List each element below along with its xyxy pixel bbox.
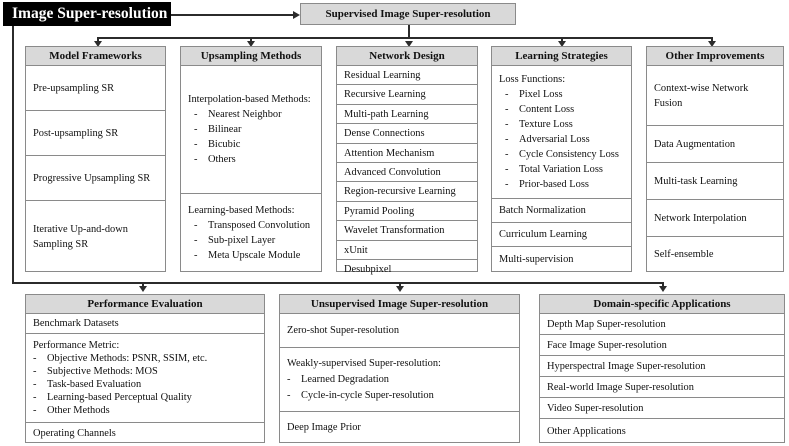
list-item: xUnit	[337, 241, 477, 260]
arrow-to-supervised	[293, 11, 300, 19]
list-item: - Transposed Convolution	[188, 218, 310, 233]
list-item: Multi-task Learning	[647, 163, 783, 200]
list-item: - Pixel Loss	[499, 87, 619, 102]
panel-title: Domain-specific Applications	[540, 295, 784, 314]
list-item: - Objective Methods: PSNR, SSIM, etc.	[33, 352, 207, 365]
arrow-performance-evaluation	[139, 286, 147, 292]
list-item: Recursive Learning	[337, 85, 477, 104]
list-item: Face Image Super-resolution	[540, 335, 784, 356]
list-item: - Learned Degradation	[287, 372, 434, 388]
list-item: - Texture Loss	[499, 117, 619, 132]
list-item: Progressive Upsampling SR	[26, 156, 165, 201]
arrow-unsupervised	[396, 286, 404, 292]
list-item: Post-upsampling SR	[26, 111, 165, 156]
weakly-supervised-label: Weakly-supervised Super-resolution:	[287, 357, 441, 369]
panel-domain-specific	[539, 294, 785, 443]
panel-title: Other Improvements	[647, 47, 783, 66]
other-improvements-list	[647, 66, 783, 272]
list-item: - Content Loss	[499, 102, 619, 117]
list-item: Depth Map Super-resolution	[540, 314, 784, 335]
panel-title: Network Design	[337, 47, 477, 66]
unsupervised-body	[280, 314, 519, 443]
panel-performance-evaluation	[25, 294, 265, 443]
supervised-title-text: Supervised Image Super-resolution	[325, 8, 491, 20]
learning-section	[181, 194, 321, 272]
arrow-domain-specific	[659, 286, 667, 292]
list-item: Region-recursive Learning	[337, 182, 477, 201]
deep-image-prior: Deep Image Prior	[287, 422, 361, 433]
upsampling-methods-body	[181, 66, 321, 272]
connector-top-horizontal	[97, 37, 711, 39]
panel-upsampling-methods	[180, 46, 322, 272]
list-item: - Adversarial Loss	[499, 132, 619, 147]
connector-root-to-supervised	[170, 14, 298, 16]
list-item: - Learning-based Perceptual Quality	[33, 391, 207, 404]
list-item: - Bilinear	[188, 122, 282, 137]
list-item: Multi-path Learning	[337, 105, 477, 124]
interpolation-section	[181, 66, 321, 194]
list-item: Iterative Up-and-down Sampling SR	[33, 223, 128, 250]
learning-list	[188, 218, 310, 263]
list-item: - Meta Upscale Module	[188, 248, 310, 263]
model-frameworks-list	[26, 66, 165, 272]
panel-network-design	[336, 46, 478, 275]
list-item: Video Super-resolution	[540, 398, 784, 419]
panel-model-frameworks	[25, 46, 166, 272]
list-item: Wavelet Transformation	[337, 221, 477, 240]
loss-functions-label: Loss Functions:	[499, 74, 566, 85]
loss-functions-list	[499, 87, 619, 192]
learning-label: Learning-based Methods:	[188, 205, 295, 216]
panel-learning-strategies	[491, 46, 632, 272]
weakly-supervised-list	[287, 372, 434, 404]
list-item: Attention Mechanism	[337, 144, 477, 163]
learning-strategies-body	[492, 66, 631, 272]
list-item: Dense Connections	[337, 124, 477, 143]
operating-channels: Operating Channels	[33, 427, 116, 439]
list-item: - Nearest Neighbor	[188, 107, 282, 122]
list-item: Curriculum Learning	[492, 223, 631, 247]
root-title	[3, 2, 171, 26]
supervised-title	[300, 3, 516, 25]
list-item: - Sub-pixel Layer	[188, 233, 310, 248]
list-item: Other Applications	[547, 425, 626, 437]
root-title-text: Image Super-resolution	[12, 5, 168, 22]
list-item: Real-world Image Super-resolution	[540, 377, 784, 398]
list-item: - Prior-based Loss	[499, 177, 619, 192]
benchmark-datasets: Benchmark Datasets	[26, 314, 264, 334]
zero-shot-sr: Zero-shot Super-resolution	[280, 314, 519, 348]
list-item: Network Interpolation	[647, 200, 783, 237]
panel-other-improvements	[646, 46, 784, 272]
list-item: - Subjective Methods: MOS	[33, 365, 207, 378]
panel-title: Upsampling Methods	[181, 47, 321, 66]
list-item: Multi-supervision	[499, 254, 574, 265]
panel-title: Unsupervised Image Super-resolution	[280, 295, 519, 314]
performance-evaluation-body	[26, 314, 264, 443]
list-item: Data Augmentation	[647, 126, 783, 163]
list-item: Hyperspectral Image Super-resolution	[540, 356, 784, 377]
performance-metric-section	[26, 334, 264, 423]
panel-title: Learning Strategies	[492, 47, 631, 66]
list-item: Context-wise Network Fusion	[647, 66, 783, 126]
list-item: - Other Methods	[33, 404, 207, 417]
list-item: Self-ensemble	[654, 249, 714, 260]
list-item: - Task-based Evaluation	[33, 378, 207, 391]
interpolation-label: Interpolation-based Methods:	[188, 94, 311, 105]
weakly-supervised-section	[280, 348, 519, 412]
panel-unsupervised	[279, 294, 520, 443]
connector-bottom-horizontal	[12, 282, 663, 284]
performance-metric-label: Performance Metric:	[33, 340, 120, 351]
loss-functions-section	[492, 66, 631, 199]
list-item: Advanced Convolution	[337, 163, 477, 182]
list-item: - Total Variation Loss	[499, 162, 619, 177]
list-item: Batch Normalization	[492, 199, 631, 223]
list-item: - Cycle-in-cycle Super-resolution	[287, 388, 434, 404]
list-item: Desubpixel	[344, 263, 392, 275]
performance-metric-list	[33, 352, 207, 417]
interpolation-list	[188, 107, 282, 167]
list-item: - Cycle Consistency Loss	[499, 147, 619, 162]
list-item: - Bicubic	[188, 137, 282, 152]
list-item: Pyramid Pooling	[337, 202, 477, 221]
domain-specific-list	[540, 314, 784, 443]
list-item: Pre-upsampling SR	[26, 66, 165, 111]
panel-title: Performance Evaluation	[26, 295, 264, 314]
connector-root-vertical	[12, 24, 14, 283]
network-design-list	[337, 66, 477, 279]
list-item: - Others	[188, 152, 282, 167]
panel-title: Model Frameworks	[26, 47, 165, 66]
list-item: Residual Learning	[337, 66, 477, 85]
